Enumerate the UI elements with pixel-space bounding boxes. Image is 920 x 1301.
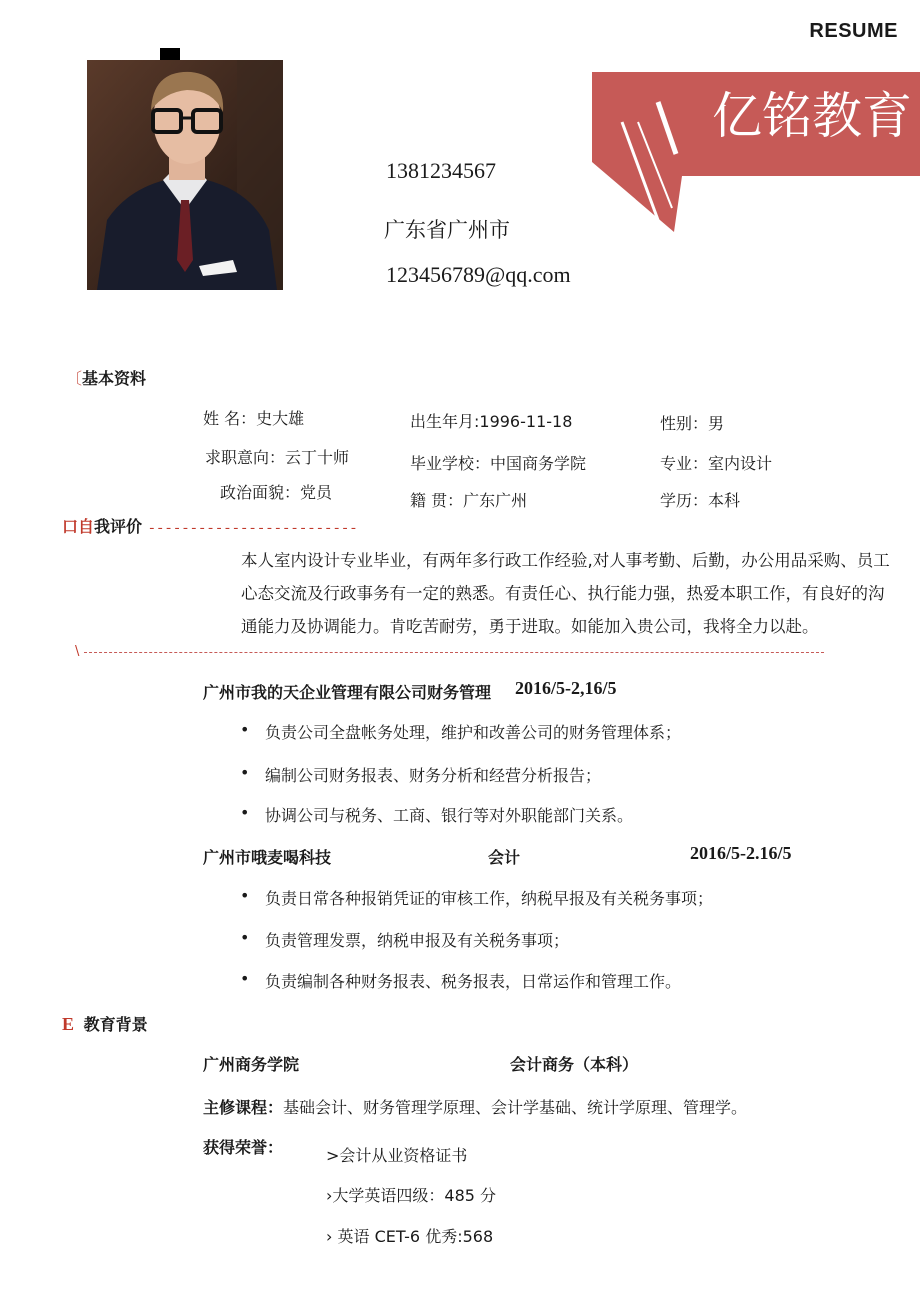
job-2-title: 广州市哦麦喝科技 bbox=[203, 848, 332, 867]
name-field: 姓 名：史大雄 bbox=[203, 409, 305, 428]
phone-number: 1381234567 bbox=[386, 158, 496, 183]
edu-major: 会计商务（本科） bbox=[510, 1055, 639, 1074]
job-2-role: 会计 bbox=[488, 848, 521, 867]
gender-field: 性别：男 bbox=[660, 414, 725, 433]
honors-label: 获得荣誉： bbox=[203, 1138, 284, 1157]
self-eval-dashes: ------------------------- bbox=[147, 521, 358, 537]
edu-courses bbox=[203, 1095, 747, 1118]
school-field: 毕业学校：中国商务学院 bbox=[410, 454, 587, 473]
basic-info-heading bbox=[66, 366, 146, 389]
list-item: • 负责公司全盘帐务处理，维护和改善公司的财务管理体系； bbox=[240, 720, 681, 743]
edu-school: 广州商务学院 bbox=[203, 1055, 300, 1074]
self-eval-text: 本人室内设计专业毕业，有两年多行政工作经验,对人事考勤、后勤，办公用品采购、员工心态交流及行政事务有一定的熟悉。有责任心、执行能力强，热爱本职工作，有良好的沟通能力及协调能力。肯吃苦耐劳，勇于进取。如能加入贵公司，我将全力以赴。 bbox=[241, 551, 890, 636]
location-text: 广东省广州市 bbox=[384, 218, 510, 242]
job-intent-field: 求职意向：云丁十师 bbox=[205, 448, 350, 467]
politics-field: 政治面貌：党员 bbox=[220, 483, 333, 502]
honor-item: ›大学英语四级：485 分 bbox=[326, 1186, 497, 1205]
courses-text: 基础会计、财务管理学原理、会计学基础、统计学原理、管理学。 bbox=[283, 1098, 748, 1117]
job-2-date: 2016/5-2.16/5 bbox=[690, 843, 792, 863]
section-bracket-icon: 〔 bbox=[66, 369, 83, 388]
brand-slash-icon bbox=[654, 98, 680, 158]
self-eval-prefix: 口自 bbox=[62, 517, 95, 536]
basic-info-title: 基本资料 bbox=[82, 369, 147, 388]
brand-banner bbox=[592, 72, 920, 162]
list-item: • 负责编制各种财务报表、税务报表，日常运作和管理工作。 bbox=[240, 969, 681, 992]
brand-text: 亿铭教育 bbox=[712, 87, 912, 145]
list-item: • 协调公司与税务、工商、银行等对外职能部门关系。 bbox=[240, 803, 633, 826]
degree-field: 学历：本科 bbox=[660, 491, 741, 510]
honor-item: › 英语 CET-6 优秀:568 bbox=[326, 1227, 494, 1246]
email-text: 123456789@qq.com bbox=[386, 262, 571, 287]
list-item: • 负责日常各种报销凭证的审核工作，纳税早报及有关税务事项； bbox=[240, 886, 713, 909]
self-eval-heading bbox=[62, 514, 358, 537]
profile-photo bbox=[87, 60, 283, 290]
education-title: 教育背景 bbox=[83, 1015, 148, 1034]
list-item: • 编制公司财务报表、财务分析和经营分析报告； bbox=[240, 763, 601, 786]
list-item: • 负责管理发票，纳税申报及有关税务事项； bbox=[240, 928, 569, 951]
education-marker: E bbox=[62, 1014, 75, 1034]
birth-field: 出生年月:1996-11-18 bbox=[410, 412, 573, 431]
job-1-title: 广州市我的天企业管理有限公司财务管理 bbox=[203, 683, 492, 702]
self-eval-title: 我评价 bbox=[94, 517, 143, 536]
major-field: 专业：室内设计 bbox=[660, 454, 773, 473]
education-heading bbox=[62, 1012, 148, 1035]
banner-ribbon-icon bbox=[592, 162, 920, 232]
native-field: 籍 贯：广东广州 bbox=[410, 491, 528, 510]
courses-label: 主修课程： bbox=[203, 1098, 284, 1117]
honor-item: >会计从业资格证书 bbox=[326, 1146, 468, 1165]
work-divider-mark: \ bbox=[75, 644, 80, 659]
resume-label: RESUME bbox=[809, 20, 898, 42]
job-1-date: 2016/5-2,16/5 bbox=[515, 678, 617, 698]
work-divider bbox=[84, 652, 824, 653]
